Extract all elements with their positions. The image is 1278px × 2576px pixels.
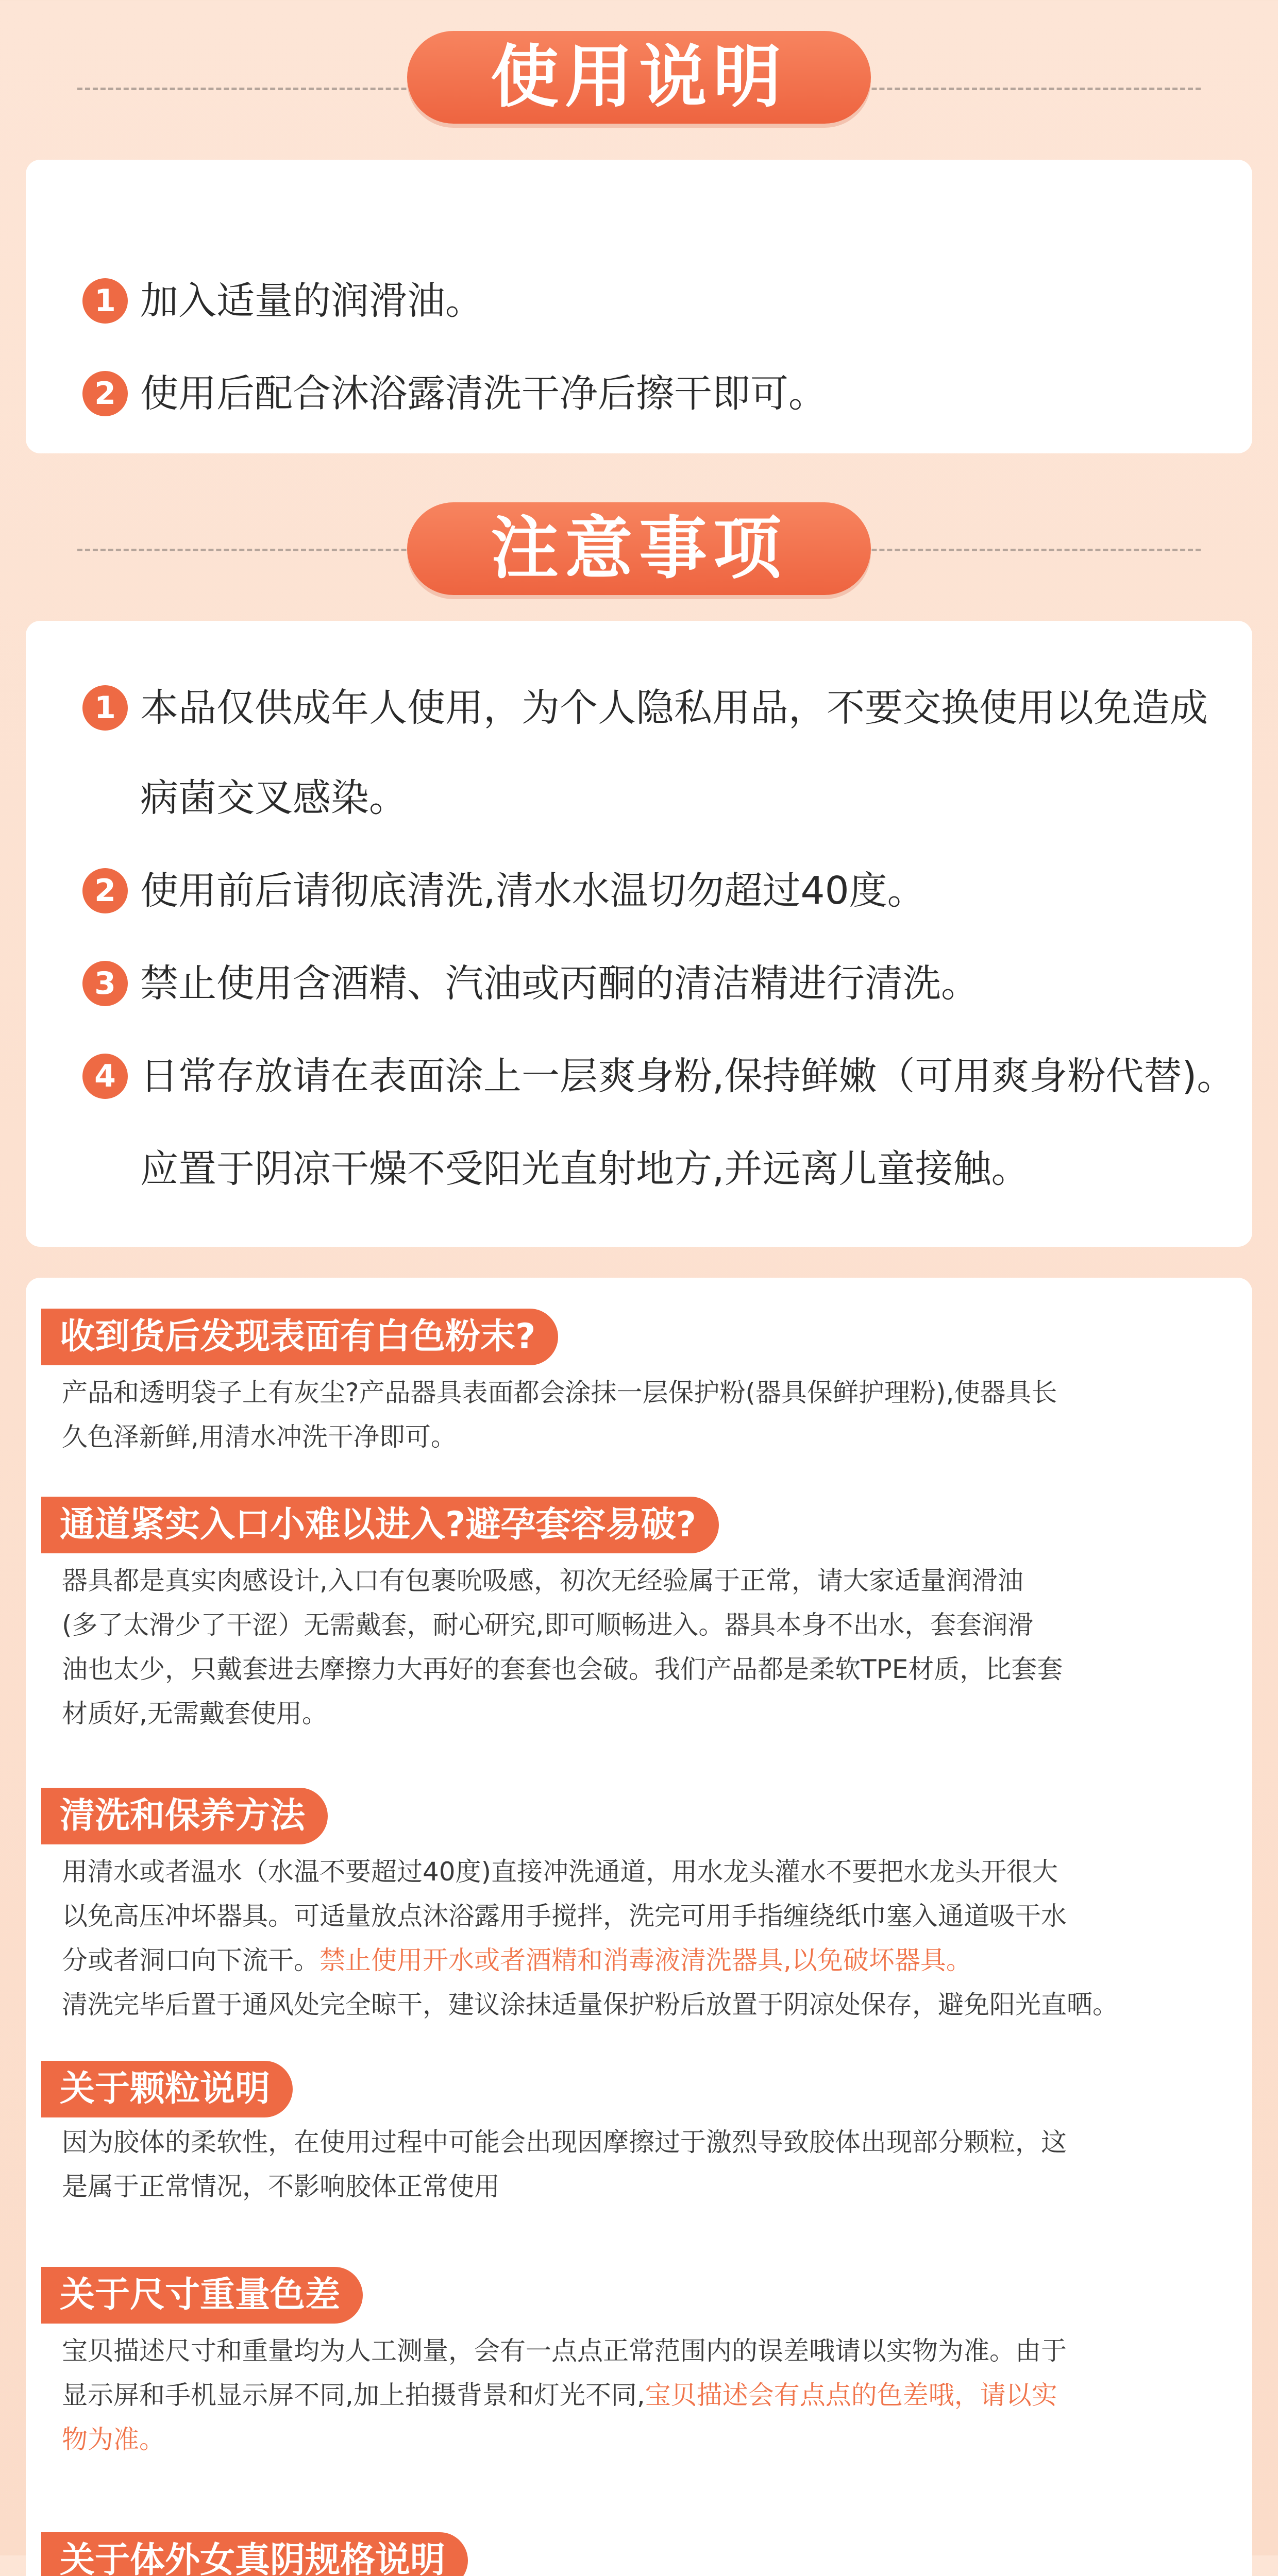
item-text: 使用后配合沐浴露清洗干净后擦干即可。 [140,371,827,416]
item-text: 本品仅供成年人使用，为个人隐私用品，不要交换使用以免造成 [140,686,1208,730]
notes-card [26,621,1252,1247]
faq-title: 关于体外女真阴规格说明 [41,2532,468,2576]
faq-title: 关于颗粒说明 [41,2061,293,2117]
faq-title: 通道紧实入口小难以进入?避孕套容易破? [41,1497,719,1553]
faq-text: 器具都是真实肉感设计,入口有包裹吮吸感，初次无经验属于正常，请大家适量润滑油 (多了太滑少了干涩）无需戴套，耐心研究,即可顺畅进入。器具本身不出水，套套润滑 油也太少，只戴套进去摩擦力大再好的套套也会破。我们产品都是柔软TPE材质，比套套 材质好,无需戴套使用。 [62,1566,1063,1728]
item-text: 加入适量的润滑油。 [140,279,483,323]
number-badge: 2 [82,371,128,416]
faq-text: 宝贝描述尺寸和重量均为人工测量，会有一点点正常范围内的误差哦请以实物为准。由于 显示屏和手机显示屏不同,加上拍摄背景和灯光不同,宝贝描述会有点点的色差哦，请以实 物为准。 [62,2336,1067,2454]
item-text: 日常存放请在表面涂上一层爽身粉,保持鲜嫩（可用爽身粉代替)。 [140,1054,1235,1098]
number-badge: 1 [82,685,128,731]
faq-text: 因为胶体的柔软性，在使用过程中可能会出现因摩擦过于激烈导致胶体出现部分颗粒，这 是属于正常情况，不影响胶体正常使用 [62,2127,1067,2201]
faq-card [26,1278,1252,2576]
faq-title: 收到货后发现表面有白色粉末? [41,1309,558,1365]
faq-title: 关于尺寸重量色差 [41,2267,363,2324]
item-text: 使用前后请彻底清洗,清水水温切勿超过40度。 [140,869,926,913]
faq-title: 清洗和保养方法 [41,1788,328,1844]
item-text: 禁止使用含酒精、汽油或丙酮的清洁精进行清洗。 [140,961,979,1006]
item-continuation: 应置于阴凉干燥不受阳光直射地方,并远离儿童接触。 [140,1147,1030,1191]
section-title-usage: 使用说明 [407,31,871,124]
number-badge: 1 [82,278,128,324]
item-continuation: 病菌交叉感染。 [140,776,407,820]
number-badge: 4 [82,1054,128,1099]
usage-card [26,160,1252,453]
number-badge: 2 [82,868,128,913]
faq-text: 用清水或者温水（水温不要超过40度)直接冲洗通道，用水龙头灌水不要把水龙头开很大 以免高压冲坏器具。可适量放点沐浴露用手搅拌，洗完可用手指缠绕纸巾塞入通道吸干水 分或者洞口向下流干。禁止使用开水或者酒精和消毒液清洗器具,以免破坏器具。 清洗完毕后置于通风处完全晾干，建议涂抹适量保护粉后放置于阴凉处保存，避免阳光直晒。 [62,1857,1118,2020]
faq-text: 产品和透明袋子上有灰尘?产品器具表面都会涂抹一层保护粉(器具保鲜护理粉),使器具长 久色泽新鲜,用清水冲洗干净即可。 [62,1378,1057,1452]
section-title-notes: 注意事项 [407,502,871,595]
number-badge: 3 [82,961,128,1006]
